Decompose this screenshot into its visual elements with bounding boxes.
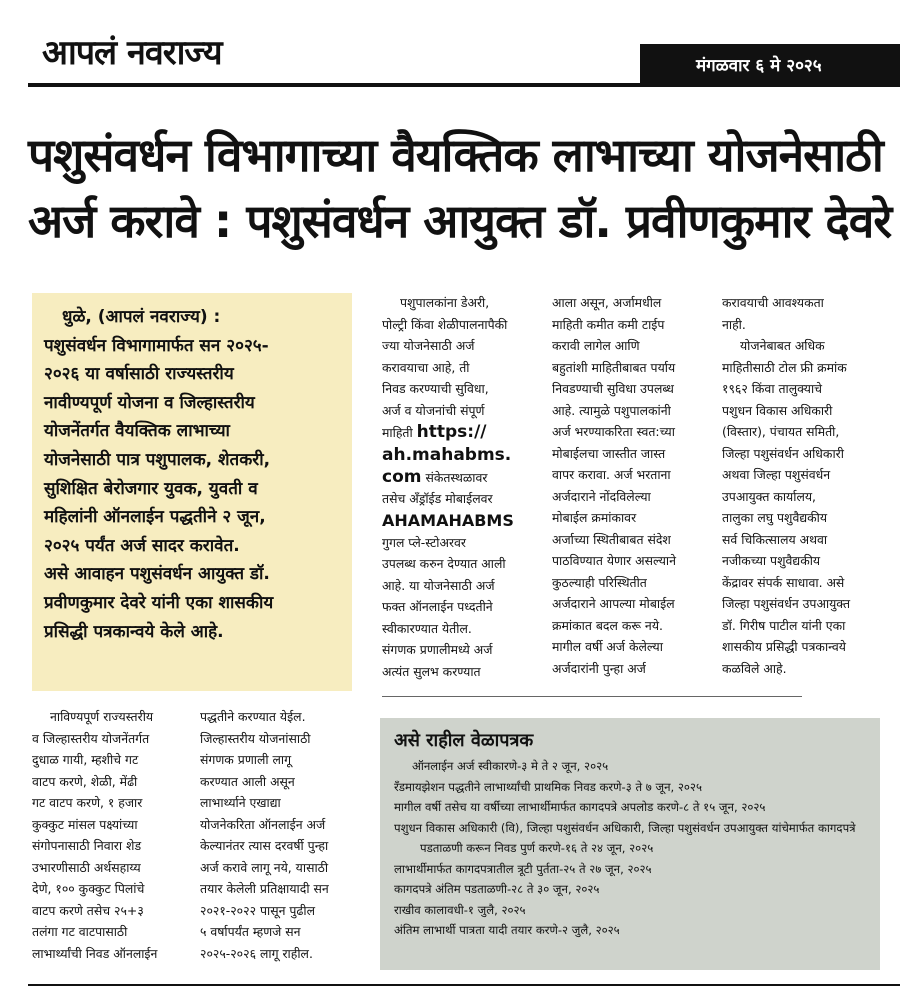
body-column-2 xyxy=(382,292,546,682)
body-line: जिल्हा पशुसंवर्धन अधिकारी xyxy=(722,445,844,461)
body-line: करावी लागेल आणि xyxy=(552,338,640,353)
schedule-box xyxy=(380,718,880,970)
lead-paragraph xyxy=(32,293,352,691)
body-line: माहिती https:// xyxy=(382,422,487,442)
body-line: वाटप करणे तसेच २५+३ xyxy=(32,902,144,918)
body-line: अर्जदाराने आपल्या मोबाईल xyxy=(552,596,675,611)
body-line: स्वीकारण्यात येतील. xyxy=(382,620,472,636)
headline-line: अर्ज करावे : पशुसंवर्धन आयुक्त डॉ. प्रवीणकुमार देवरे xyxy=(28,194,892,248)
body-line: संगणक प्रणालीमध्ये अर्ज xyxy=(382,642,493,657)
body-line: अत्यंत सुलभ करण्यात xyxy=(382,663,481,679)
body-line: देणे, १०० कुक्कुट पिलांचे xyxy=(32,881,145,896)
body-line: केल्यानंतर त्यास दरवर्षी पुन्हा xyxy=(200,838,329,853)
body-column-6 xyxy=(200,706,370,964)
body-line: पशुधन विकास अधिकारी xyxy=(722,402,833,418)
headline-line: पशुसंवर्धन विभागाच्या वैयक्तिक लाभाच्या योजनेसाठी xyxy=(28,128,883,182)
body-line: दुधाळ गायी, म्हशीचे गट xyxy=(32,752,139,767)
body-line: कळविले आहे. xyxy=(722,660,787,676)
masthead-title: आपलं नवराज्य xyxy=(42,33,222,73)
schedule-item: ऑनलाईन अर्ज स्वीकारणे-३ मे ते २ जून, २०२५ xyxy=(412,759,609,773)
body-line: योजनेबाबत अधिक xyxy=(740,338,825,353)
schedule-item: कागदपत्रे अंतिम पडताळणी-२८ ते ३० जून, २०२५ xyxy=(394,882,600,896)
body-line: २०२१-२०२२ पासून पुढील xyxy=(200,902,316,918)
schedule-item: अंतिम लाभार्थी पात्रता यादी तयार करणे-२ जुलै, २०२५ xyxy=(394,923,620,937)
body-line: ज्या योजनेसाठी अर्ज xyxy=(382,338,475,353)
body-line: अर्जाच्या स्थितीबाबत संदेश xyxy=(552,531,671,547)
body-line: केंद्रावर संपर्क साधावा. असे xyxy=(722,574,845,590)
body-line: (विस्तार), पंचायत समिती, xyxy=(722,424,840,439)
body-line: माहितीसाठी टोल फ्री क्रमांक xyxy=(722,359,847,375)
body-line: com संकेतस्थळावर xyxy=(382,466,488,487)
body-line: गुगल प्ले-स्टोअरवर xyxy=(382,534,466,550)
lead-line: नावीण्यपूर्ण योजना व जिल्हास्तरीय xyxy=(44,392,255,413)
body-line: जिल्हा पशुसंवर्धन उपआयुक्त xyxy=(722,596,851,611)
date-banner xyxy=(640,44,900,84)
body-line: उपलब्ध करुन देण्यात आली xyxy=(382,556,506,571)
body-line: नजीकच्या पशुवैद्यकीय xyxy=(722,553,821,568)
body-line: आहे. त्यामुळे पशुपालकांनी xyxy=(552,402,671,418)
masthead-rule xyxy=(28,83,900,87)
body-line: वापर करावा. अर्ज भरताना xyxy=(552,467,671,482)
lead-line: सुशिक्षित बेरोजगार युवक, युवती व xyxy=(44,478,258,499)
website-url: https:// xyxy=(416,422,487,442)
lead-line: २०२५ पर्यंत अर्ज सादर करावेत. xyxy=(44,535,240,556)
body-line: मोबाईल क्रमांकावर xyxy=(552,510,637,525)
body-line: जिल्हास्तरीय योजनांसाठी xyxy=(200,730,311,746)
body-line: शासकीय प्रसिद्धी पत्रकान्वये xyxy=(722,639,846,654)
body-column-5 xyxy=(32,706,192,964)
body-line: अथवा जिल्हा पशुसंवर्धन xyxy=(722,467,831,482)
body-line: पाठविण्यात येणार असल्याने xyxy=(552,553,676,568)
body-line: तसेच ॲंड्रॉईड मोबाईलवर xyxy=(382,491,493,506)
body-line: अर्ज भरण्याकरिता स्वत:च्या xyxy=(552,424,675,439)
issue-date: मंगळवार ६ मे २०२५ xyxy=(696,55,822,76)
body-line: २०२५-२०२६ लागू राहील. xyxy=(200,945,313,961)
body-line: १९६२ किंवा तालुक्याचे xyxy=(722,381,823,396)
body-line: मोबाईलचा जास्तीत जास्त xyxy=(552,445,666,461)
body-line: करण्यात आली असून xyxy=(200,773,295,789)
lead-line: असे आवाहन पशुसंवर्धन आयुक्त डॉ. xyxy=(44,564,270,585)
website-url: com xyxy=(382,466,422,487)
body-line: कुक्कुट मांसल पक्ष्यांच्या xyxy=(32,816,138,832)
body-line: करावयाची आवश्यकता xyxy=(722,295,824,310)
body-line: करावयाचा आहे, ती xyxy=(382,359,470,375)
body-line: नाविण्यपूर्ण राज्यस्तरीय xyxy=(50,709,154,724)
body-line: तयार केलेली प्रतिक्षायादी सन xyxy=(200,881,329,896)
body-line: निवडण्याची सुविधा उपलब्ध xyxy=(552,381,674,396)
body-line: लाभार्थ्याने एखाद्या xyxy=(200,795,281,810)
body-line: संगोपनासाठी निवारा शेड xyxy=(32,838,142,853)
schedule-item: मागील वर्षी तसेच या वर्षीच्या लाभार्थीमार्फत कागदपत्रे अपलोड करणे-८ ते १५ जून, २०२५ xyxy=(394,800,766,814)
lead-line: प्रवीणकुमार देवरे यांनी एका शासकीय xyxy=(44,592,274,613)
body-line: डॉ. गिरीष पाटील यांनी एका xyxy=(722,617,846,633)
body-line: अर्ज व योजनांची संपूर्ण xyxy=(382,402,485,418)
schedule-item: राखीव कालावधी-१ जुलै, २०२५ xyxy=(394,902,526,917)
body-column-3 xyxy=(552,292,718,679)
body-line: अर्जदाराने नोंदविलेल्या xyxy=(552,488,651,504)
body-line: क्रमांकात बदल करू नये. xyxy=(552,617,663,633)
body-line: नाही. xyxy=(722,316,746,332)
body-line: अर्जदारांनी पुन्हा अर्ज xyxy=(552,660,646,676)
lead-line: धुळे, (आपलं नवराज्य) : xyxy=(62,307,221,327)
schedule-item: पशुधन विकास अधिकारी (वि), जिल्हा पशुसंवर्धन अधिकारी, जिल्हा पशुसंवर्धन उपआयुक्त यांचेमार्फत कागदपत्रे पडताळणी करून निवड पुर्ण करणे-१६ ते २४ जून, २०२५ xyxy=(394,820,856,855)
body-line: उभारणीसाठी अर्थसहाय्य xyxy=(32,859,141,875)
website-url: ah.mahabms. xyxy=(382,444,512,465)
body-line: माहिती कमीत कमी टाईप xyxy=(552,316,665,332)
body-column-4 xyxy=(722,292,882,679)
body-line: फक्त ऑनलाईन पध्दतीने xyxy=(382,599,493,614)
body-line: ५ वर्षापर्यंत म्हणजे सन xyxy=(200,924,301,939)
page-bottom-rule xyxy=(28,984,900,986)
lead-line: महिलांनी ऑनलाईन पद्धतीने २ जून, xyxy=(44,507,266,528)
schedule-item: रॅंडमायझेशन पद्धतीने लाभार्थ्यांची प्राथमिक निवड करणे-३ ते ७ जून, २०२५ xyxy=(394,779,702,794)
body-line: लाभार्थ्यांची निवड ऑनलाईन xyxy=(32,945,158,961)
body-line: आला असून, अर्जामधील xyxy=(552,295,662,310)
lead-line: प्रसिद्धी पत्रकान्वये केले आहे. xyxy=(44,621,224,642)
body-line: आहे. या योजनेसाठी अर्ज xyxy=(382,577,495,593)
body-line: संगणक प्रणाली लागू xyxy=(200,752,292,767)
body-line: मागील वर्षी अर्ज केलेल्या xyxy=(552,639,663,654)
body-line: पशुपालकांना डेअरी, xyxy=(400,295,490,310)
app-name: AHAMAHABMS xyxy=(382,510,514,530)
body-line: गट वाटप करणे, १ हजार xyxy=(32,795,143,810)
column-rule xyxy=(382,696,802,697)
lead-line: योजनेसाठी पात्र पशुपालक, शेतकरी, xyxy=(44,449,271,470)
body-line: निवड करण्याची सुविधा, xyxy=(382,381,489,396)
lead-line: योजनेंतर्गत वैयक्तिक लाभाच्या xyxy=(44,421,230,442)
body-line: उपआयुक्त कार्यालय, xyxy=(722,488,816,504)
body-line: कुठल्याही परिस्थितीत xyxy=(552,574,647,590)
body-line: अर्ज करावे लागू नये, यासाठी xyxy=(200,859,329,875)
body-line: व जिल्हास्तरीय योजनेंतर्गत xyxy=(32,730,150,746)
schedule-item: लाभार्थीमार्फत कागदपत्रातील त्रूटी पुर्तता-२५ ते २७ जून, २०२५ xyxy=(394,861,652,876)
lead-line: २०२६ या वर्षासाठी राज्यस्तरीय xyxy=(44,364,234,385)
body-line: वाटप करणे, शेळी, मेंढी xyxy=(32,773,138,789)
schedule-title: असे राहील वेळापत्रक xyxy=(394,730,534,751)
body-line: बहुतांशी माहितीबाबत पर्याय xyxy=(552,359,676,375)
body-line: योजनेकरिता ऑनलाईन अर्ज xyxy=(200,816,326,832)
body-line: पद्धतीने करण्यात येईल. xyxy=(200,709,306,724)
body-line: तलंगा गट वाटपासाठी xyxy=(32,924,128,939)
lead-line: पशुसंवर्धन विभागामार्फत सन २०२५- xyxy=(44,335,269,356)
body-line: सर्व चिकित्सालय अथवा xyxy=(722,531,828,547)
body-line: तालुका लघु पशुवैद्यकीय xyxy=(722,510,828,525)
headline xyxy=(28,122,900,254)
body-line: पोल्ट्री किंवा शेळीपालनापैकी xyxy=(382,316,508,332)
